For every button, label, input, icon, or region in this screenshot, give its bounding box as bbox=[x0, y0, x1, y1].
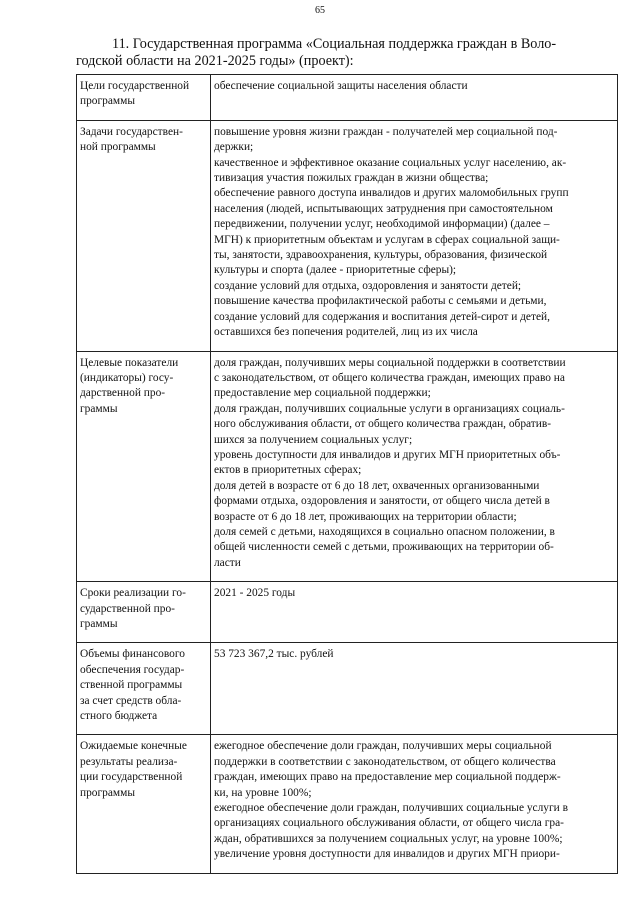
value-line: оставшихся без попечения родителей, лиц из их числа bbox=[214, 326, 478, 339]
value-line: создание условий для отдыха, оздоровления и занятости детей; bbox=[214, 279, 522, 292]
value-line: передвижении, получении услуг, необходимой информации) (далее – bbox=[214, 218, 550, 231]
label-line: ции государственной bbox=[80, 771, 183, 784]
row-value bbox=[211, 75, 618, 121]
label-line: ной программы bbox=[80, 141, 156, 154]
value-line: общей численности семей с детьми, проживающих на территории об- bbox=[214, 541, 554, 554]
label-line: граммы bbox=[80, 402, 118, 415]
value-line: с законодательством, от общего количества граждан, имеющих право на bbox=[214, 371, 565, 384]
value-line: тивизация участия пожилых граждан в жизни общества; bbox=[214, 172, 489, 185]
label-line: ственной программы bbox=[80, 679, 183, 692]
page-number: 65 bbox=[315, 5, 325, 16]
value-line: ждан, обратившихся за получением социальных услуг, на уровне 100%; bbox=[214, 832, 563, 845]
row-value bbox=[211, 735, 618, 873]
value-line: создание условий для содержания и воспитания детей-сирот и детей, bbox=[214, 310, 550, 323]
table-row-indicators bbox=[77, 351, 618, 582]
value-line: доля граждан, получивших социальные услуги в организациях социаль- bbox=[214, 402, 565, 415]
value-line: культуры и спорта (далее - приоритетные сферы); bbox=[214, 264, 457, 277]
label-line: программы bbox=[80, 95, 135, 108]
value-line: шихся за получением социальных услуг; bbox=[214, 433, 413, 446]
value-line: МГН) к приоритетным объектам и услугам в сферах социальной защи- bbox=[214, 233, 560, 246]
value-line: формами отдыха, оздоровления и занятости, от общего числа детей в bbox=[214, 495, 550, 508]
table-row-funding bbox=[77, 643, 618, 735]
value-line: ты, занятости, здравоохранения, культуры, образования, физической bbox=[214, 249, 548, 262]
label-line: программы bbox=[80, 786, 135, 799]
label-line: (индикаторы) госу- bbox=[80, 371, 174, 384]
label-line: Ожидаемые конечные bbox=[80, 740, 187, 753]
label-line: Задачи государствен- bbox=[80, 125, 183, 138]
value-line: держки; bbox=[214, 141, 254, 154]
value-line: ки, на уровне 100%; bbox=[214, 786, 312, 799]
value-line: организациях социального обслуживания области, от общего числа гра- bbox=[214, 817, 564, 830]
value-line: доля граждан, получивших меры социальной поддержки в соответствии bbox=[214, 356, 566, 369]
row-label bbox=[77, 643, 211, 735]
value-line: уровень доступности для инвалидов и других МГН приоритетных объ- bbox=[214, 448, 561, 461]
value-line: доля семей с детьми, находящихся в социально опасном положении, в bbox=[214, 525, 555, 538]
value-line: возрасте от 6 до 18 лет, проживающих на территории области; bbox=[214, 510, 517, 523]
value-line: повышение качества профилактической работы с семьями и детьми, bbox=[214, 295, 547, 308]
program-passport-table bbox=[76, 74, 618, 874]
value-line: ежегодное обеспечение доли граждан, получивших меры социальной bbox=[214, 740, 552, 753]
row-value bbox=[211, 582, 618, 643]
value-line: обеспечение социальной защиты населения области bbox=[214, 80, 468, 92]
table-row-timeline bbox=[77, 582, 618, 643]
value-line: повышение уровня жизни граждан - получателей мер социальной под- bbox=[214, 125, 558, 138]
value-line: 53 723 367,2 тыс. рублей bbox=[214, 648, 334, 661]
row-label bbox=[77, 120, 211, 351]
row-label bbox=[77, 351, 211, 582]
row-label bbox=[77, 582, 211, 643]
label-line: граммы bbox=[80, 618, 118, 630]
value-line: обеспечение равного доступа инвалидов и других маломобильных групп bbox=[214, 187, 569, 200]
title-line: годской области на 2021-2025 годы» (проект): bbox=[76, 52, 354, 69]
label-line: Целевые показатели bbox=[80, 356, 179, 369]
value-line: населения (людей, испытывающих затруднения при самостоятельном bbox=[214, 202, 553, 215]
value-line: граждан, имеющих право на предоставление мер социальной поддерж- bbox=[214, 771, 561, 784]
label-line: за счет средств обла- bbox=[80, 694, 182, 707]
row-label bbox=[77, 735, 211, 873]
value-line: предоставление мер социальной поддержки; bbox=[214, 387, 431, 400]
table-row-results bbox=[77, 735, 618, 873]
value-line: ежегодное обеспечение доли граждан, получивших социальные услуги в bbox=[214, 802, 568, 815]
row-label bbox=[77, 75, 211, 121]
label-line: обеспечения государ- bbox=[80, 663, 185, 676]
title-line: 11. Государственная программа «Социальная поддержка граждан в Воло- bbox=[112, 36, 557, 52]
label-line: стного бюджета bbox=[80, 710, 158, 723]
label-line: дарственной про- bbox=[80, 387, 166, 400]
value-line: 2021 - 2025 годы bbox=[214, 587, 296, 600]
value-line: поддержки в соответствии с законодательством, от общего количества bbox=[214, 755, 556, 768]
table-row-tasks bbox=[77, 120, 618, 351]
row-value bbox=[211, 120, 618, 351]
value-line: качественное и эффективное оказание социальных услуг населению, ак- bbox=[214, 156, 567, 169]
label-line: сударственной про- bbox=[80, 602, 175, 615]
label-line: Объемы финансового bbox=[80, 648, 185, 661]
label-line: результаты реализа- bbox=[80, 755, 178, 768]
value-line: ектов в приоритетных сферах; bbox=[214, 464, 362, 477]
document-title bbox=[76, 36, 608, 69]
value-line: доля детей в возрасте от 6 до 18 лет, охваченных организованными bbox=[214, 479, 540, 492]
value-line: ласти bbox=[214, 556, 241, 569]
table-row-goals bbox=[77, 75, 618, 121]
value-line: ного обслуживания области, от общего количества граждан, обратив- bbox=[214, 418, 552, 431]
row-value bbox=[211, 351, 618, 582]
row-value bbox=[211, 643, 618, 735]
value-line: увеличение уровня доступности для инвалидов и других МГН приори- bbox=[214, 848, 560, 861]
label-line: Сроки реализации го- bbox=[80, 587, 186, 600]
label-line: Цели государственной bbox=[80, 80, 190, 92]
